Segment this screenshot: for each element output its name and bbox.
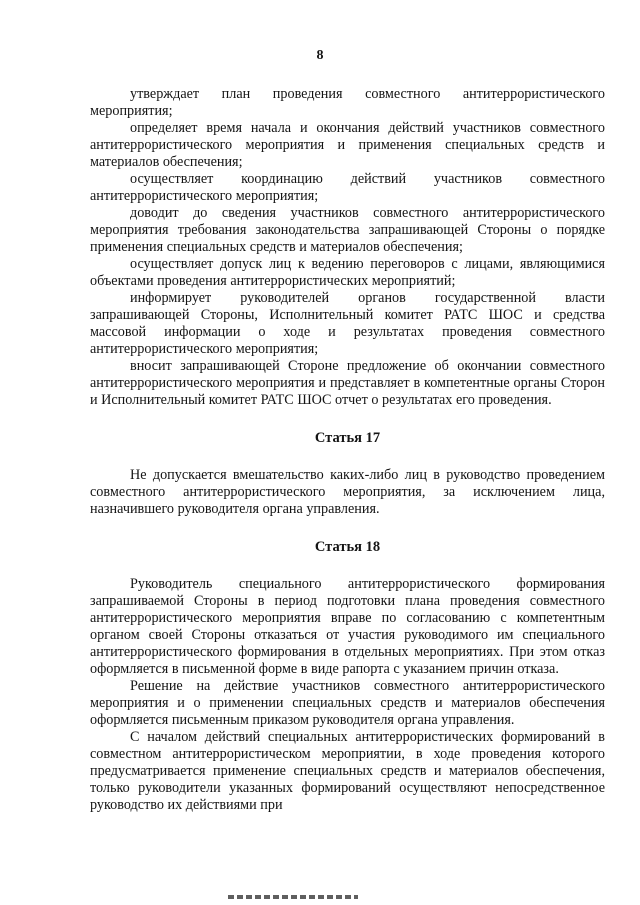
intro-paragraph: утверждает план проведения совместного антитеррористического мероприятия; <box>90 86 605 119</box>
page-number: 8 <box>316 48 324 63</box>
article-18-heading: Статья 18 <box>314 539 381 555</box>
article-17-heading: Статья 17 <box>314 430 381 446</box>
intro-paragraph: доводит до сведения участников совместного антитеррористического мероприятия требования законодательства запрашивающей Стороны о порядке применения специальных средств и материалов обеспечения; <box>90 205 605 255</box>
scan-artifact-mark <box>228 895 358 899</box>
document-body <box>90 86 605 814</box>
article-17-paragraph: Не допускается вмешательство каких-либо лиц в руководство проведением совместного антитеррористического мероприятия, за исключением лица, назначившего руководителя органа управления. <box>90 467 605 517</box>
intro-paragraph: определяет время начала и окончания действий участников совместного антитеррористического мероприятия и применения специальных средств и материалов обеспечения; <box>90 120 605 170</box>
intro-paragraph: осуществляет координацию действий участников совместного антитеррористического мероприятия; <box>90 171 605 204</box>
intro-paragraph: информирует руководителей органов государственной власти запрашивающей Стороны, Исполнительный комитет РАТС ШОС и средства массовой информации о ходе и результатах проведения совместного антитеррористического мероприятия; <box>90 290 605 357</box>
article-18-paragraph: Руководитель специального антитеррористического формирования запрашиваемой Стороны в период подготовки плана проведения совместного антитеррористического мероприятия вправе по согласованию с компетентным органом своей Стороны отказаться от участия руководимого им специального антитеррористического формирования в отдельных мероприятиях. При этом отказ оформляется в письменной форме в виде рапорта с указанием причин отказа. <box>90 576 605 677</box>
article-18-paragraph: Решение на действие участников совместного антитеррористического мероприятия и о применении специальных средств и материалов обеспечения оформляется письменным приказом руководителя органа управления. <box>90 678 605 728</box>
intro-paragraph: вносит запрашивающей Стороне предложение об окончании совместного антитеррористического мероприятия и представляет в компетентные органы Сторон и Исполнительный комитет РАТС ШОС отчет о результатах его проведения. <box>90 358 605 408</box>
article-18-paragraph: С началом действий специальных антитеррористических формирований в совместном антитеррористическом мероприятии, в ходе проведения которого предусматривается применение специальных средств и материалов обеспечения, только руководители указанных формирований осуществляют непосредственное руководство их действиями при <box>90 729 605 813</box>
intro-paragraph: осуществляет допуск лиц к ведению переговоров с лицами, являющимися объектами проведения антитеррористических мероприятий; <box>90 256 605 289</box>
